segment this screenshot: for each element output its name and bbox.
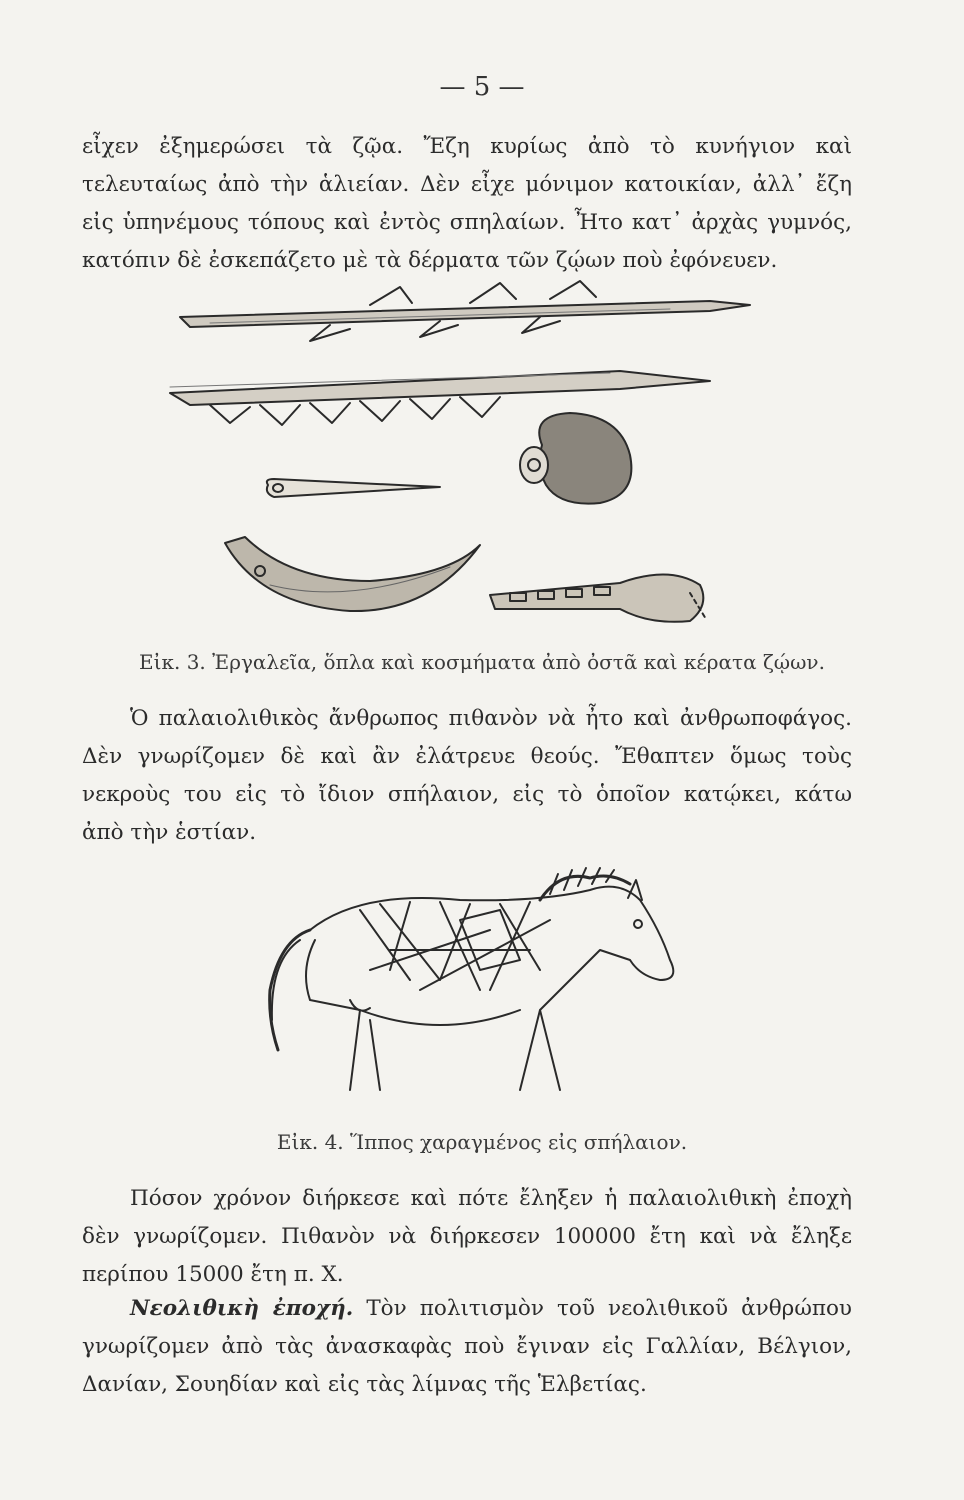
figure-3-caption: Εἰκ. 3. Ἐργαλεῖα, ὅπλα καὶ κοσμήματα ἀπὸ ὀστᾶ καὶ κέρατα ζῴων.	[139, 650, 825, 674]
paragraph-duration	[82, 1180, 852, 1294]
figure-bone-tools	[150, 275, 770, 645]
curved-bone-blade	[225, 537, 480, 611]
carved-bone-handle	[490, 574, 706, 621]
paragraph-burial	[82, 700, 852, 852]
figure-engraved-horse	[240, 850, 700, 1110]
text-line: νεκροὺς του εἰς τὸ ἴδιον σπήλαιον, εἰς τὸ ὁποῖον κατῴκει, κάτω	[82, 782, 852, 807]
bone-pendant	[520, 413, 631, 504]
text-line: εἶχεν ἐξημερώσει τὰ ζῷα. Ἔζη κυρίως ἀπὸ τὸ κυνήγιον καὶ	[82, 134, 852, 159]
bone-tools-illustration	[150, 275, 770, 645]
text-line: Δὲν γνωρίζομεν δὲ καὶ ἂν ἐλάτρευε θεούς. Ἔθαπτεν ὅμως τοὺς	[82, 744, 852, 769]
bone-needle	[267, 479, 440, 497]
figure-4-caption: Εἰκ. 4. Ἵππος χαραγμένος εἰς σπήλαιον.	[276, 1130, 688, 1154]
horse-engraving-illustration	[240, 850, 700, 1110]
harpoon-upper	[180, 281, 750, 341]
text-line: τελευταίως ἀπὸ τὴν ἁλιείαν. Δὲν εἶχε μόνιμον κατοικίαν, ἀλλ᾽ ἔζη	[82, 172, 852, 197]
paragraph-neolithic	[82, 1290, 852, 1404]
text-line: περίπου 15000 ἔτη π. Χ.	[82, 1262, 344, 1287]
text-line: Δανίαν, Σουηδίαν καὶ εἰς τὰς λίμνας τῆς Ἑλβετίας.	[82, 1372, 647, 1397]
text-line: δὲν γνωρίζομεν. Πιθανὸν νὰ διήρκεσεν 100000 ἔτη καὶ νὰ ἔληξε	[82, 1224, 852, 1249]
text-line	[82, 1290, 852, 1328]
paragraph-intro	[82, 128, 852, 280]
heading-line-text: Τὸν πολιτισμὸν τοῦ νεολιθικοῦ ἀνθρώπου	[366, 1296, 852, 1321]
text-line: Πόσον χρόνον διήρκεσε καὶ πότε ἔληξεν ἡ παλαιολιθικὴ ἐποχὴ	[130, 1186, 852, 1211]
page-number: — 5 —	[439, 72, 525, 102]
text-line: Ὁ παλαιολιθικὸς ἄνθρωπος πιθανὸν νὰ ἦτο καὶ ἀνθρωποφάγος.	[130, 706, 852, 731]
text-line: γνωρίζομεν ἀπὸ τὰς ἀνασκαφὰς ποὺ ἔγιναν εἰς Γαλλίαν, Βέλγιον,	[82, 1334, 852, 1359]
text-line: κατόπιν δὲ ἐσκεπάζετο μὲ τὰ δέρματα τῶν ζῴων ποὺ ἐφόνευεν.	[82, 248, 778, 273]
text-line: εἰς ὑπηνέμους τόπους καὶ ἐντὸς σπηλαίων. Ἦτο κατ᾽ ἀρχὰς γυμνός,	[82, 210, 852, 235]
text-line: ἀπὸ τὴν ἑστίαν.	[82, 820, 257, 845]
harpoon-lower	[170, 371, 710, 425]
section-heading: Νεολιθικὴ ἐποχή.	[130, 1296, 354, 1321]
